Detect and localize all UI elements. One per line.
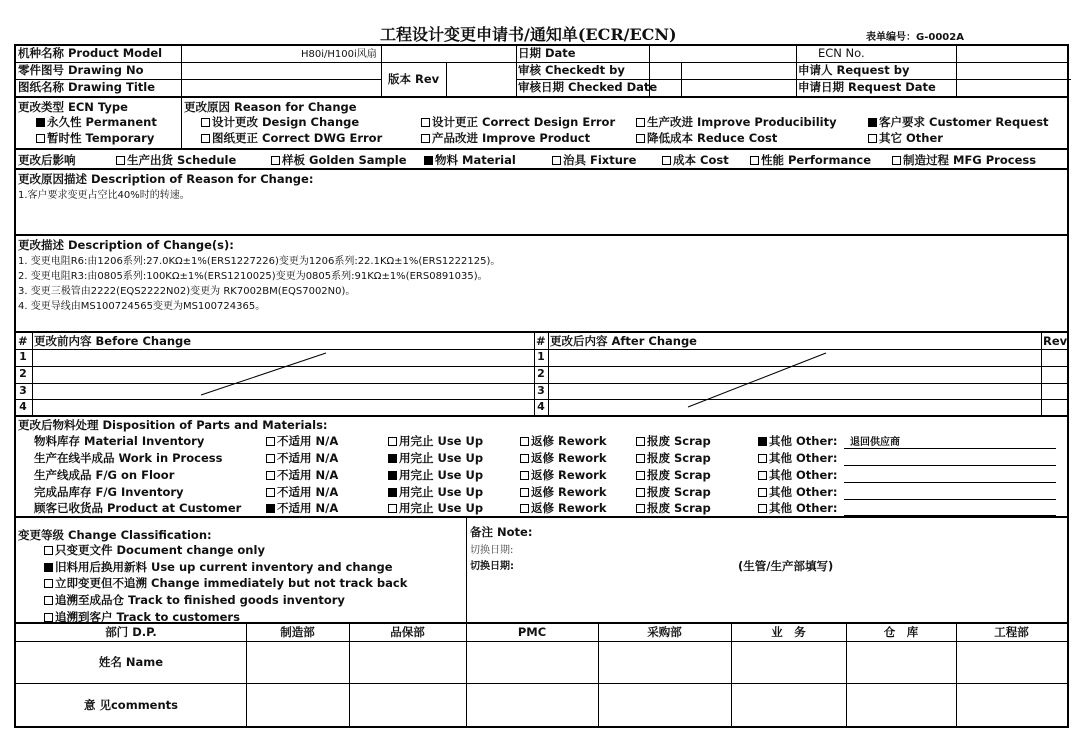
before-row-number: 2 [19,367,27,380]
product-model-label: 机种名称 Product Model [18,46,163,60]
dept-header: 业 务 [771,625,806,639]
impact-option[interactable]: 制造过程 MFG Process [892,153,1036,168]
change-line[interactable]: 4. 变更导线由MS100724565变更为MS100724365。 [18,301,266,312]
impact-option[interactable]: 生产出货 Schedule [116,153,236,168]
disposition-rework[interactable]: 返修 Rework [520,485,607,500]
checkbox-icon [520,471,529,480]
checkbox-checked-icon [868,118,877,127]
checkbox-icon [36,134,45,143]
checkbox-icon [44,613,53,622]
disposition-row-label: 生产线成品 F/G on Floor [34,468,175,482]
checkbox-checked-icon [388,471,397,480]
impact-option[interactable]: 物料 Material [424,153,516,168]
checkbox-icon [421,134,430,143]
after-hash: # [536,334,546,348]
drawing-title-label: 图纸名称 Drawing Title [18,80,155,94]
classification-option[interactable]: 立即变更但不追溯 Change immediately but not track back [44,576,407,591]
request-date-label: 申请日期 Request Date [798,80,936,94]
disposition-scrap[interactable]: 报废 Scrap [636,468,711,483]
checkbox-icon [868,134,877,143]
checkbox-icon [44,579,53,588]
checkbox-icon [266,488,275,497]
change-description-section [16,236,1067,333]
info-section [16,46,1067,98]
checkbox-checked-icon [424,156,433,165]
disposition-na[interactable]: 不适用 N/A [266,485,338,500]
name-row-label: 姓名 Name [98,655,164,669]
checkbox-icon [520,437,529,446]
dept-header: PMC [517,625,547,639]
checkbox-icon [636,504,645,513]
change-line[interactable]: 3. 变更三极管由2222(EQS2222N02)变更为 RK7002BM(EQS7002N0)。 [18,286,356,297]
disposition-rework[interactable]: 返修 Rework [520,468,607,483]
checkbox-icon [116,156,125,165]
classification-label: 变更等级 Change Classification: [18,528,212,542]
rev-label: 版本 Rev [388,72,440,86]
checked-date-label: 审核日期 Checked Date [518,80,658,94]
checkbox-icon [636,488,645,497]
classification-option[interactable]: 追溯至成品仓 Track to finished goods inventory [44,593,345,608]
disposition-use-up[interactable]: 用完止 Use Up [388,468,483,483]
disposition-na[interactable]: 不适用 N/A [266,501,338,516]
disposition-other-text[interactable]: 退回供应商 [850,437,900,448]
note-label: 备注 Note: [470,525,533,539]
form-number: 表单编号：G-0002A [866,32,964,43]
dept-header: 制造部 [280,625,315,639]
before-change-label: 更改前内容 Before Change [34,334,192,348]
checkbox-icon [266,437,275,446]
checkbox-icon [758,471,767,480]
checkbox-icon [552,156,561,165]
drawing-no-label: 零件图号 Drawing No [18,63,144,77]
reason-option[interactable]: 客户要求 Customer Request [868,115,1049,130]
checkbox-icon [201,134,210,143]
comments-row-label: 意 见comments [83,698,178,712]
dept-header: 采购部 [647,625,682,639]
classification-option[interactable]: 只变更文件 Document change only [44,543,265,558]
ecn-type-permanent[interactable]: 永久性 Permanent [36,115,157,130]
disposition-rework[interactable]: 返修 Rework [520,434,607,449]
change-description-label: 更改描述 Description of Change(s): [18,238,234,252]
after-row-number: 2 [537,367,545,380]
disposition-row-label: 物料库存 Material Inventory [34,434,205,448]
checkbox-icon [201,118,210,127]
checkbox-icon [636,437,645,446]
dept-header: 工程部 [994,625,1029,639]
disposition-other[interactable]: 其他 Other: [758,468,838,483]
before-row-number: 1 [19,350,27,363]
request-by-label: 申请人 Request by [798,63,910,77]
checkbox-icon [520,504,529,513]
dept-header: 仓 库 [883,625,919,639]
reason-option[interactable]: 设计更正 Correct Design Error [421,115,615,130]
impact-option[interactable]: 治具 Fixture [552,153,636,168]
reason-option[interactable]: 其它 Other [868,131,943,146]
reason-option[interactable]: 生产改进 Improve Producibility [636,115,837,130]
checkbox-icon [636,454,645,463]
disposition-use-up[interactable]: 用完止 Use Up [388,485,483,500]
checked-by-label: 审核 Checkedt by [518,63,625,77]
disposition-scrap[interactable]: 报废 Scrap [636,501,711,516]
after-row-number: 4 [537,400,545,413]
rev-column-label: Rev [1043,334,1068,348]
reason-label: 更改原因 Reason for Change [184,100,357,114]
note-line[interactable]: 切换日期: [470,561,514,572]
impact-label: 更改后影响 [18,153,76,167]
disposition-section [16,417,1067,518]
reason-option[interactable]: 产品改进 Improve Product [421,131,590,146]
disposition-na[interactable]: 不适用 N/A [266,468,338,483]
product-model-value[interactable]: H80i/H100i风扇 [301,49,377,60]
checkbox-icon [271,156,280,165]
reason-description-label: 更改原因描述 Description of Reason for Change: [18,172,314,186]
disposition-na[interactable]: 不适用 N/A [266,434,338,449]
disposition-other[interactable]: 其他 Other: [758,434,838,449]
checkbox-icon [520,488,529,497]
checkbox-checked-icon [758,437,767,446]
disposition-scrap[interactable]: 报废 Scrap [636,451,711,466]
disposition-other[interactable]: 其他 Other: [758,501,838,516]
reason-option[interactable]: 降低成本 Reduce Cost [636,131,777,146]
after-change-label: 更改后内容 After Change [550,334,697,348]
disposition-other[interactable]: 其他 Other: [758,485,838,500]
disposition-rework[interactable]: 返修 Rework [520,501,607,516]
checkbox-icon [520,454,529,463]
type-reason-section [16,98,1067,150]
disposition-na[interactable]: 不适用 N/A [266,451,338,466]
disposition-scrap[interactable]: 报废 Scrap [636,485,711,500]
impact-option[interactable]: 样板 Golden Sample [271,153,407,168]
checkbox-checked-icon [388,454,397,463]
checkbox-icon [266,471,275,480]
checkbox-icon [266,454,275,463]
strike-through-lines [16,333,1067,417]
checkbox-icon [750,156,759,165]
form-frame [14,44,1069,728]
checkbox-checked-icon [266,504,275,513]
disposition-label: 更改后物料处理 Disposition of Parts and Materials: [18,418,328,432]
disposition-use-up[interactable]: 用完止 Use Up [388,434,483,449]
impact-section [16,150,1067,170]
disposition-use-up[interactable]: 用完止 Use Up [388,501,483,516]
note-fill-by: (生管/生产部填写) [738,559,834,573]
disposition-scrap[interactable]: 报废 Scrap [636,434,711,449]
reason-option[interactable]: 设计更改 Design Change [201,115,359,130]
change-line[interactable]: 1. 变更电阻R6:由1206系列:27.0KΩ±1%(ERS1227226)变更为1206系列:22.1KΩ±1%(ERS1222125)。 [18,256,501,267]
checkbox-icon [758,454,767,463]
checkbox-icon [421,118,430,127]
before-hash: # [18,334,28,348]
disposition-use-up[interactable]: 用完止 Use Up [388,451,483,466]
date-label: 日期 Date [518,46,576,60]
before-row-number: 3 [19,384,27,397]
checkbox-icon [636,118,645,127]
ecn-type-label: 更改类型 ECN Type [18,100,128,114]
checkbox-checked-icon [36,118,45,127]
form-title: 工程设计变更申请书/通知单(ECR/ECN) [380,25,677,44]
checkbox-checked-icon [44,563,53,572]
before-row-number: 4 [19,400,27,413]
reason-description-text[interactable]: 1.客户要求变更占空比40%时的转速。 [18,190,190,201]
disposition-row-label: 顾客已收货品 Product at Customer [34,501,242,515]
classification-section [16,518,1067,624]
checkbox-icon [636,134,645,143]
disposition-row-label: 完成品库存 F/G Inventory [34,485,184,499]
impact-option[interactable]: 性能 Performance [750,153,871,168]
after-row-number: 1 [537,350,545,363]
checkbox-icon [662,156,671,165]
checkbox-icon [758,504,767,513]
disposition-rework[interactable]: 返修 Rework [520,451,607,466]
checkbox-icon [758,488,767,497]
after-row-number: 3 [537,384,545,397]
dept-header: 品保部 [390,625,425,639]
checkbox-icon [636,471,645,480]
checkbox-icon [388,504,397,513]
checkbox-icon [892,156,901,165]
before-after-section [16,333,1067,417]
checkbox-icon [388,437,397,446]
reason-option[interactable]: 图纸更正 Correct DWG Error [201,131,382,146]
reason-description-section [16,170,1067,236]
ecn-no-label: ECN No. [818,46,865,60]
checkbox-icon [44,546,53,555]
ecn-type-temporary[interactable]: 暂时性 Temporary [36,131,154,146]
classification-option[interactable]: 追溯到客户 Track to customers [44,610,240,625]
disposition-other[interactable]: 其他 Other: [758,451,838,466]
disposition-row-label: 生产在线半成品 Work in Process [34,451,223,465]
impact-option[interactable]: 成本 Cost [662,153,729,168]
classification-option[interactable]: 旧料用后换用新料 Use up current inventory and change [44,560,393,575]
checkbox-icon [44,596,53,605]
signoff-section [16,624,1067,728]
note-line[interactable]: 切换日期: [470,545,514,556]
dept-label: 部门 D.P. [105,625,157,639]
change-line[interactable]: 2. 变更电阻R3:由0805系列:100KΩ±1%(ERS1210025)变更为0805系列:91KΩ±1%(ERS0891035)。 [18,271,488,282]
checkbox-checked-icon [388,488,397,497]
